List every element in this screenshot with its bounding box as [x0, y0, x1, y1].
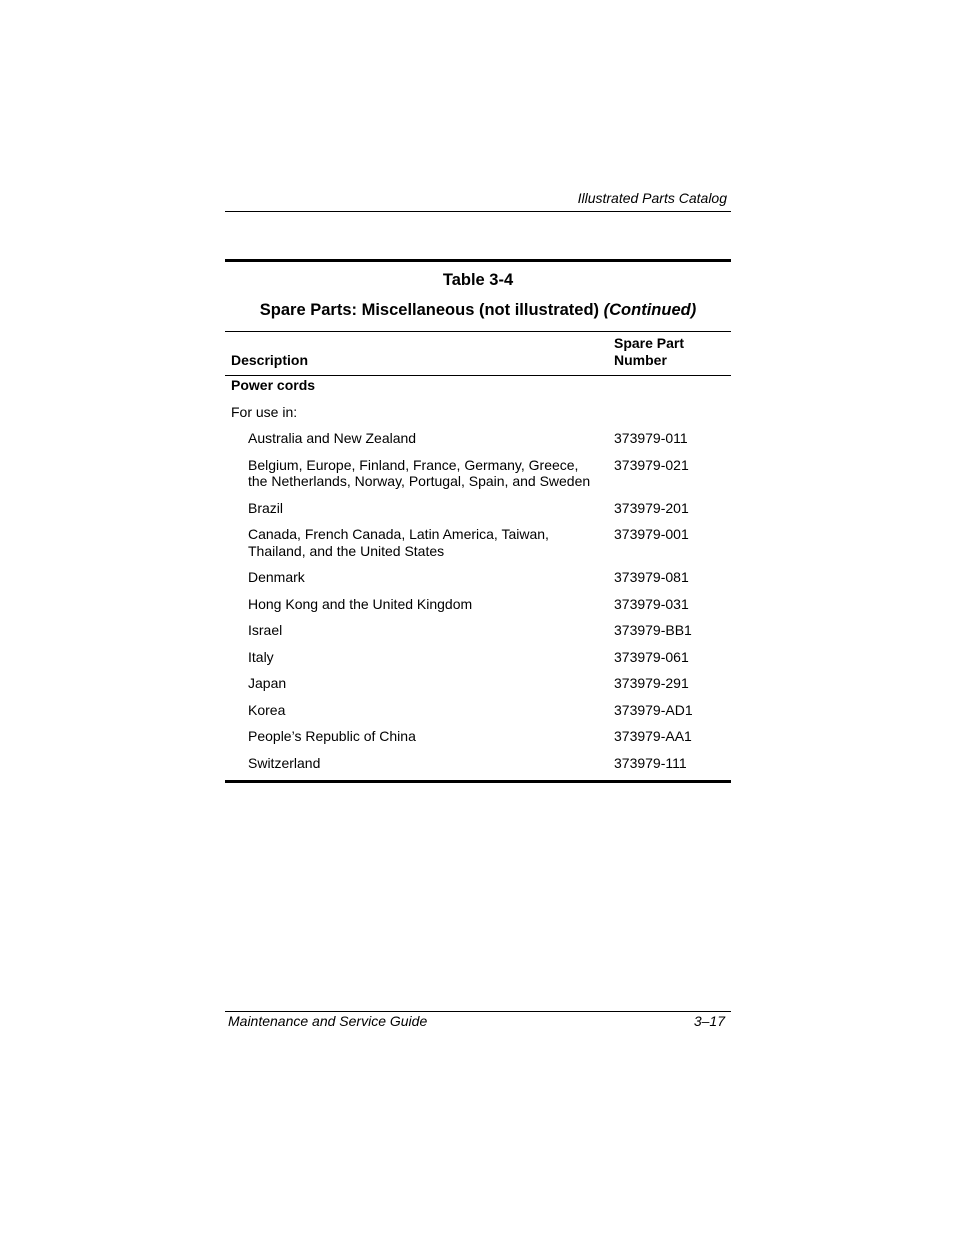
part-description [248, 649, 608, 666]
column-header-row [225, 332, 731, 375]
spare-part-number: 373979-001 [614, 526, 689, 542]
parts-rows [225, 429, 731, 780]
part-description-line: Israel [248, 622, 283, 638]
spare-part-number: 373979-061 [614, 648, 689, 665]
table-title-continued: (Continued) [603, 301, 697, 319]
spare-part-number: 373979-AA1 [614, 728, 692, 744]
part-description-line: Belgium, Europe, Finland, France, Germany, Greece, [248, 456, 579, 473]
table-row [225, 429, 731, 456]
part-description-line: Switzerland [248, 754, 321, 771]
table-top-rule [225, 259, 731, 262]
part-description [248, 500, 608, 517]
part-description-line: People’s Republic of China [248, 728, 416, 744]
table-row [225, 621, 731, 648]
spare-part-number: 373979-011 [614, 430, 688, 446]
spare-part-number: 373979-201 [614, 499, 689, 516]
section-label: Power cords [231, 377, 316, 393]
spare-part-number: 373979-AD1 [614, 701, 693, 718]
spare-part-number: 373979-BB1 [614, 622, 692, 638]
part-description-line: Korea [248, 701, 286, 718]
spare-part-number: 373979-291 [614, 675, 689, 691]
column-header-description: Description [231, 352, 309, 368]
table-row [225, 595, 731, 622]
part-description [248, 702, 608, 719]
table-row [225, 648, 731, 675]
header-rule [225, 211, 731, 212]
footer-rule [225, 1011, 731, 1012]
spare-part-number: 373979-081 [614, 569, 689, 585]
spare-parts-table [225, 259, 731, 783]
spare-part-number: 373979-031 [614, 595, 689, 612]
part-description [248, 622, 608, 639]
table-row [225, 754, 731, 781]
part-description [248, 569, 608, 586]
table-title-text: Spare Parts: Miscellaneous (not illustrated) [259, 301, 600, 319]
table-row [225, 674, 731, 701]
part-description-line: the Netherlands, Norway, Portugal, Spain, and Sweden [248, 473, 591, 489]
part-description [248, 755, 608, 772]
part-description-line: Denmark [248, 569, 305, 585]
table-title [225, 298, 731, 322]
column-header-spare-part-number [614, 335, 724, 369]
part-description-line: Thailand, and the United States [248, 542, 445, 559]
column-header-line1: Spare Part [614, 335, 685, 351]
section-row [225, 376, 731, 403]
part-description [248, 675, 608, 692]
part-description [248, 430, 608, 447]
subsection-row [225, 403, 731, 429]
part-description-line: Australia and New Zealand [248, 430, 417, 446]
table-row [225, 456, 731, 499]
part-description-line: Brazil [248, 499, 284, 516]
spare-part-number: 373979-111 [614, 754, 687, 771]
footer-page-number: 3–17 [693, 1013, 725, 1029]
part-description-line: Hong Kong and the United Kingdom [248, 595, 473, 612]
part-description-line: Canada, French Canada, Latin America, Taiwan, [248, 526, 549, 542]
part-description [248, 728, 608, 745]
part-description [248, 526, 608, 559]
part-description-line: Italy [248, 648, 274, 665]
table-bottom-rule [225, 780, 731, 783]
footer-guide-title: Maintenance and Service Guide [228, 1013, 428, 1029]
table-row [225, 525, 731, 568]
part-description [248, 596, 608, 613]
table-row [225, 727, 731, 754]
running-header: Illustrated Parts Catalog [577, 190, 727, 206]
spare-part-number: 373979-021 [614, 456, 689, 473]
table-row [225, 568, 731, 595]
part-description-line: Japan [248, 675, 287, 691]
table-row [225, 701, 731, 728]
table-number: Table 3-4 [442, 271, 514, 289]
part-description [248, 457, 608, 490]
table-row [225, 499, 731, 526]
subsection-label: For use in: [231, 404, 298, 420]
column-header-line2: Number [614, 352, 667, 368]
